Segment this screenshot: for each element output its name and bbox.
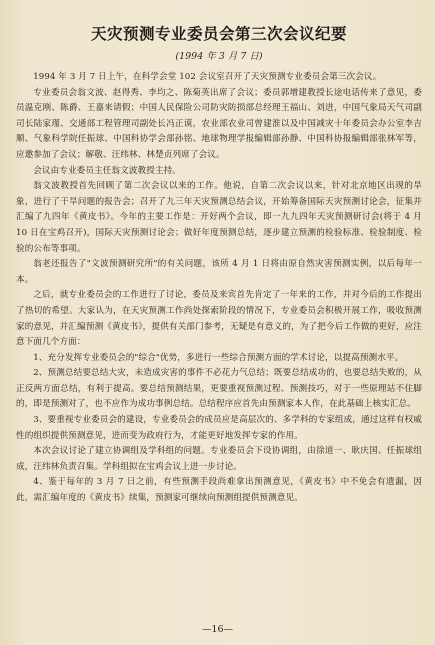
document-title: 天灾预测专业委员会第三次会议纪要	[90, 24, 347, 43]
paragraph: 4、鉴于每年的 3 月 7 日之前，有些预测手段尚难拿出预测意见，《黄皮书》中不免会有遗漏，因此，需汇编年度的《黄皮书》续集，预测家可继续向预测组提供预测意见。	[16, 477, 422, 504]
paragraph: 会议由专业委员主任翁文波教授主持。	[33, 165, 181, 176]
paragraph: 之后，就专业委员会的工作进行了讨论，委员及来宾首先肯定了一年来的工作，并对今后的工作提出了热切的希望。大家认为，在天灾预测工作尚处探索阶段的情况下，专业委员会积极开展工作，吸收预测家的意见，并汇编预测《黄皮书》，提供有关部门参考，无疑是有意义的，为了把今后工作做的更好，应注意下面几个方面：	[16, 290, 422, 348]
paragraph: 翁老还报告了"文波预测研究所"的有关问题，该所 4 月 1 日将由原自然灾害预测实例，以后每年一本。	[16, 259, 422, 285]
page-number: —16—	[201, 624, 234, 635]
paragraph: 1994 年 3 月 7 日上午，在科学会堂 102 会议室召开了天灾预测专业委员会第三次会议。	[33, 72, 382, 82]
document-body	[16, 70, 422, 507]
paragraph: 专业委员会翁文波、赵得秀、李均之、陈菊英出席了会议；委员郭增建教授长途电话传来了意见，委员温克刚、陈爵、王嘉来请假；中国人民保险公司防灾防损部总经理王福山、刘进，中国气象局天气司副司长陆家瑾、交通部工程管理司副处长冯正谟，农业部农业司曾建淮以及中国减灾十年委员会办公室李吉顺、气象科学院任振球、中国科协学会部孙铭、地球物理学报编辑部孙静、中国科协报编辑部张林军等，应邀参加了会议；解敬、汪纬林、林楚贞列席了会议。	[16, 87, 422, 160]
paragraph: 本次会议讨论了建立协调组及学科组的问题。专业委员会下设协调组，由徐道一、耿庆国、任振球组成，汪纬林负责召集。学科组拟在宝鸡会议上进一步讨论。	[16, 446, 422, 472]
paragraph: 2、预测总结要总结大灾，未造成灾害的事件不必花力气总结；既要总结成功的，也要总结失败的，从正反两方面总结，有利于提高。要总结预测结果，更要重视预测过程、预测技巧，对于一些原理站不住脚的，即是预测对了，也不应作为成功事例总结。总结程序应首先由预测家本人作，在此基础上核实汇总。	[16, 368, 422, 410]
paragraph: 3、要重视专业委员会的建设，专业委员会的成员应是高层次的、多学科的专家组成，通过这样有权威性的组织提供预测意见，进而变为政府行为，才能更好地发挥专家的作用。	[16, 415, 422, 441]
document-date: (1994 年 3 月 7 日)	[175, 51, 263, 62]
paragraph: 1、充分发挥专业委员会的"综合"优势，多进行一些综合预测方面的学术讨论，以提高预测水平。	[33, 352, 404, 363]
paragraph: 翁文波教授首先回顾了第二次会议以来的工作。他说，自第二次会议以来，针对北京地区出现的旱象，进行了干旱问题的报告会；召开了九三年天灾预测总结会议，开始筹备国际天灾预测讨论会，征集并汇编了九四年《黄皮书》。今年的主要工作是：开好两个会议，即一九九四年天灾预测研讨会(将于 4 月 10 日在宝鸡召开)，国际天灾预测讨论会；做好年度预测总结，逐步建立预测的检验标准、检验制度、检验的公布等事项。	[16, 181, 422, 254]
